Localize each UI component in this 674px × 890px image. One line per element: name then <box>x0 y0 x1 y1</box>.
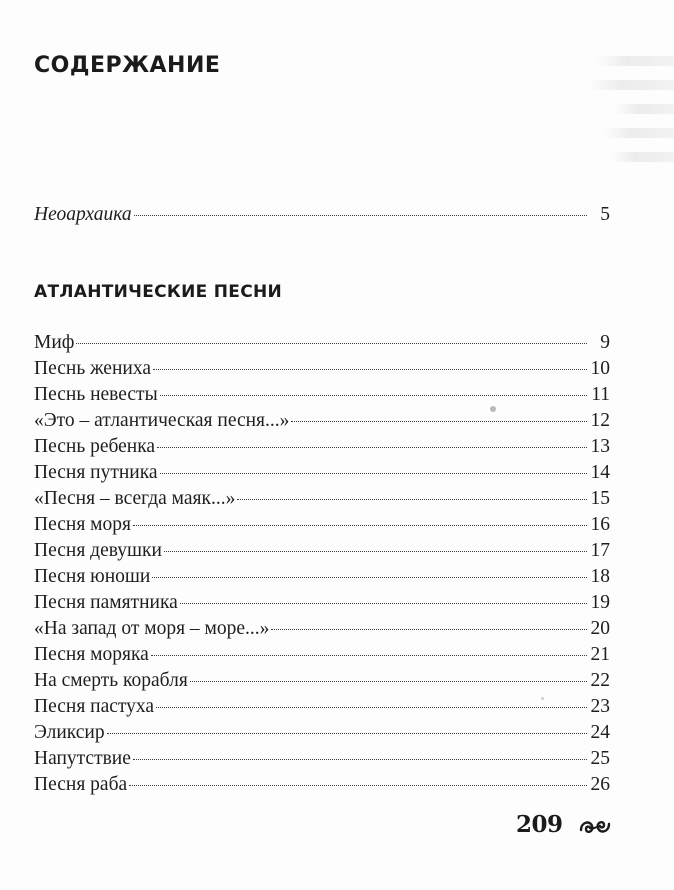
toc-entry-page: 21 <box>590 644 610 665</box>
toc-intro-entry[interactable] <box>34 202 610 228</box>
toc-entry[interactable] <box>34 564 610 590</box>
page-title: СОДЕРЖАНИЕ <box>34 53 221 78</box>
toc-entry-title: Неоархаика <box>34 204 132 225</box>
toc-entry[interactable] <box>34 382 610 408</box>
dot-leader <box>129 785 587 786</box>
dot-leader <box>156 707 587 708</box>
dot-leader <box>271 629 587 630</box>
toc-entry-page: 22 <box>590 670 610 691</box>
toc-entry-page: 12 <box>590 410 610 431</box>
toc-entry-page: 16 <box>590 514 610 535</box>
toc-entry-page: 15 <box>590 488 610 509</box>
toc-entry[interactable] <box>34 538 610 564</box>
toc-entry[interactable] <box>34 772 610 798</box>
toc-entry[interactable] <box>34 434 610 460</box>
toc-entry-page: 9 <box>600 332 610 353</box>
toc-entry[interactable] <box>34 460 610 486</box>
toc-entry-title: Песня моря <box>34 514 131 535</box>
dot-leader <box>291 421 587 422</box>
toc-entry-title: Песня памятника <box>34 592 178 613</box>
toc-entry[interactable] <box>34 668 610 694</box>
toc-entry-title: Эликсир <box>34 722 105 743</box>
toc-entry-title: «На запад от моря – море...» <box>34 618 270 639</box>
toc-entry-page: 19 <box>590 592 610 613</box>
dot-leader <box>76 343 587 344</box>
page-number: 209 <box>516 811 563 838</box>
toc-entry-title: Напутствие <box>34 748 131 769</box>
toc-entry-page: 18 <box>590 566 610 587</box>
toc-entry-page: 10 <box>590 358 610 379</box>
dot-leader <box>237 499 587 500</box>
toc-entry[interactable] <box>34 590 610 616</box>
dot-leader <box>153 369 587 370</box>
toc-entry[interactable] <box>34 486 610 512</box>
toc-entry-page: 23 <box>590 696 610 717</box>
paper-speck <box>541 697 544 700</box>
toc-entry-page: 20 <box>590 618 610 639</box>
toc-entry-title: «Это – атлантическая песня...» <box>34 410 290 431</box>
dot-leader <box>157 447 587 448</box>
toc-entry[interactable] <box>34 642 610 668</box>
toc-entry-title: Песня юноши <box>34 566 151 587</box>
toc-entry-title: Миф <box>34 332 75 353</box>
toc-entry-title: Песнь жениха <box>34 358 151 379</box>
toc-entry[interactable] <box>34 356 610 382</box>
toc-entry-title: Песня путника <box>34 462 158 483</box>
toc-entry[interactable] <box>34 330 610 356</box>
toc-entry[interactable] <box>34 746 610 772</box>
dot-leader <box>180 603 587 604</box>
toc-entry-page: 11 <box>591 384 610 405</box>
bleed-through-text <box>584 52 674 182</box>
toc-entry-title: Песня раба <box>34 774 128 795</box>
toc-entry[interactable] <box>34 408 610 434</box>
toc-entry-page: 5 <box>600 204 610 225</box>
toc-entry-title: Песнь ребенка <box>34 436 156 457</box>
toc-entry-page: 25 <box>590 748 610 769</box>
toc-entry-title: Песнь невесты <box>34 384 158 405</box>
toc-entry-title: На смерть корабля <box>34 670 188 691</box>
dot-leader <box>160 395 587 396</box>
dot-leader <box>134 215 587 216</box>
dot-leader <box>190 681 587 682</box>
paper-speck <box>490 406 496 412</box>
toc-entry-page: 14 <box>590 462 610 483</box>
toc-entry-title: Песня пастуха <box>34 696 155 717</box>
dot-leader <box>151 655 587 656</box>
swirl-ornament-icon <box>578 816 612 838</box>
toc-entry-title: Песня моряка <box>34 644 149 665</box>
dot-leader <box>152 577 587 578</box>
toc-entry-title: «Песня – всегда маяк...» <box>34 488 236 509</box>
toc-entry[interactable] <box>34 720 610 746</box>
dot-leader <box>164 551 587 552</box>
toc-entry-page: 17 <box>590 540 610 561</box>
toc-entry[interactable] <box>34 512 610 538</box>
toc-entry-title: Песня девушки <box>34 540 162 561</box>
dot-leader <box>133 759 587 760</box>
toc-entry[interactable] <box>34 694 610 720</box>
toc-entry[interactable] <box>34 616 610 642</box>
section-title: АТЛАНТИЧЕСКИЕ ПЕСНИ <box>34 282 283 302</box>
dot-leader <box>133 525 587 526</box>
toc-entry-page: 24 <box>590 722 610 743</box>
dot-leader <box>107 733 587 734</box>
dot-leader <box>160 473 587 474</box>
toc-entry-page: 26 <box>590 774 610 795</box>
toc-entry-page: 13 <box>590 436 610 457</box>
